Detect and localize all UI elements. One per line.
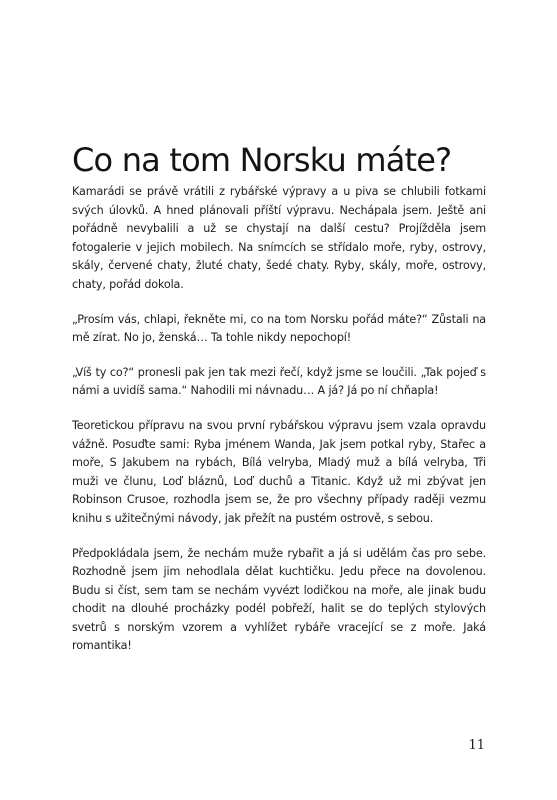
page-number: 11	[468, 738, 485, 753]
paragraph-1: Kamarádi se právě vrátili z rybářské výpravy a u piva se chlubili fotkami svých úlovků. A hned plánovali příští výpravu. Nechápala jsem. Ještě ani pořádně nevybalili a už se chystají na další cestu? Projížděla jsem fotogalerie v jejich mobilech. Na snímcích se střídalo moře, ryby, ostrovy, skály, červené chaty, žluté chaty, šedé chaty. Ryby, skály, moře, ostrovy, chaty, pořád dokola.	[72, 185, 486, 291]
paragraph-4: Teoretickou přípravu na svou první rybářskou výpravu jsem vzala opravdu vážně. Posuďte sami: Ryba jménem Wanda, Jak jsem potkal ryby, Stařec a moře, S Jakubem na rybách, Bílá velryba, Mladý muž a bílá velryba, Tři muži ve člunu, Loď bláznů, Loď duchů a Titanic. Když už mi zbývat jen Robinson Crusoe, rozhodla jsem se, že pro všechny případy raději vezmu knihu s užitečnými návody, jak přežít na pustém ostrově, s sebou.	[72, 418, 486, 525]
chapter-title: Co na tom Norsku máte?	[72, 141, 452, 179]
paragraph-2: „Prosím vás, chlapi, řekněte mi, co na tom Norsku pořád máte?“ Zůstali na mě zírat. No jo, ženská… Ta tohle nikdy nepochopí!	[72, 312, 486, 345]
paragraph-3: „Víš ty co?“ pronesli pak jen tak mezi řečí, když jsme se loučili. „Tak pojeď s námi a uvidíš sama.“ Nahodili mi návnadu… A já? Já po ní chňapla!	[72, 365, 486, 398]
paragraph-5: Předpokládala jsem, že nechám muže rybařit a já si udělám čas pro sebe. Rozhodně jsem jim nehodlala dělat kuchtičku. Jedu přece na dovolenou. Budu si číst, sem tam se nechám vyvézt lodičkou na moře, ale jinak budu chodit na dlouhé procházky podél pobřeží, halit se do teplých stylových svetrů s norským vzorem a vyhlížet rybáře vracející se z moře. Jaká romantika!	[72, 546, 486, 653]
chapter-body	[72, 183, 486, 672]
